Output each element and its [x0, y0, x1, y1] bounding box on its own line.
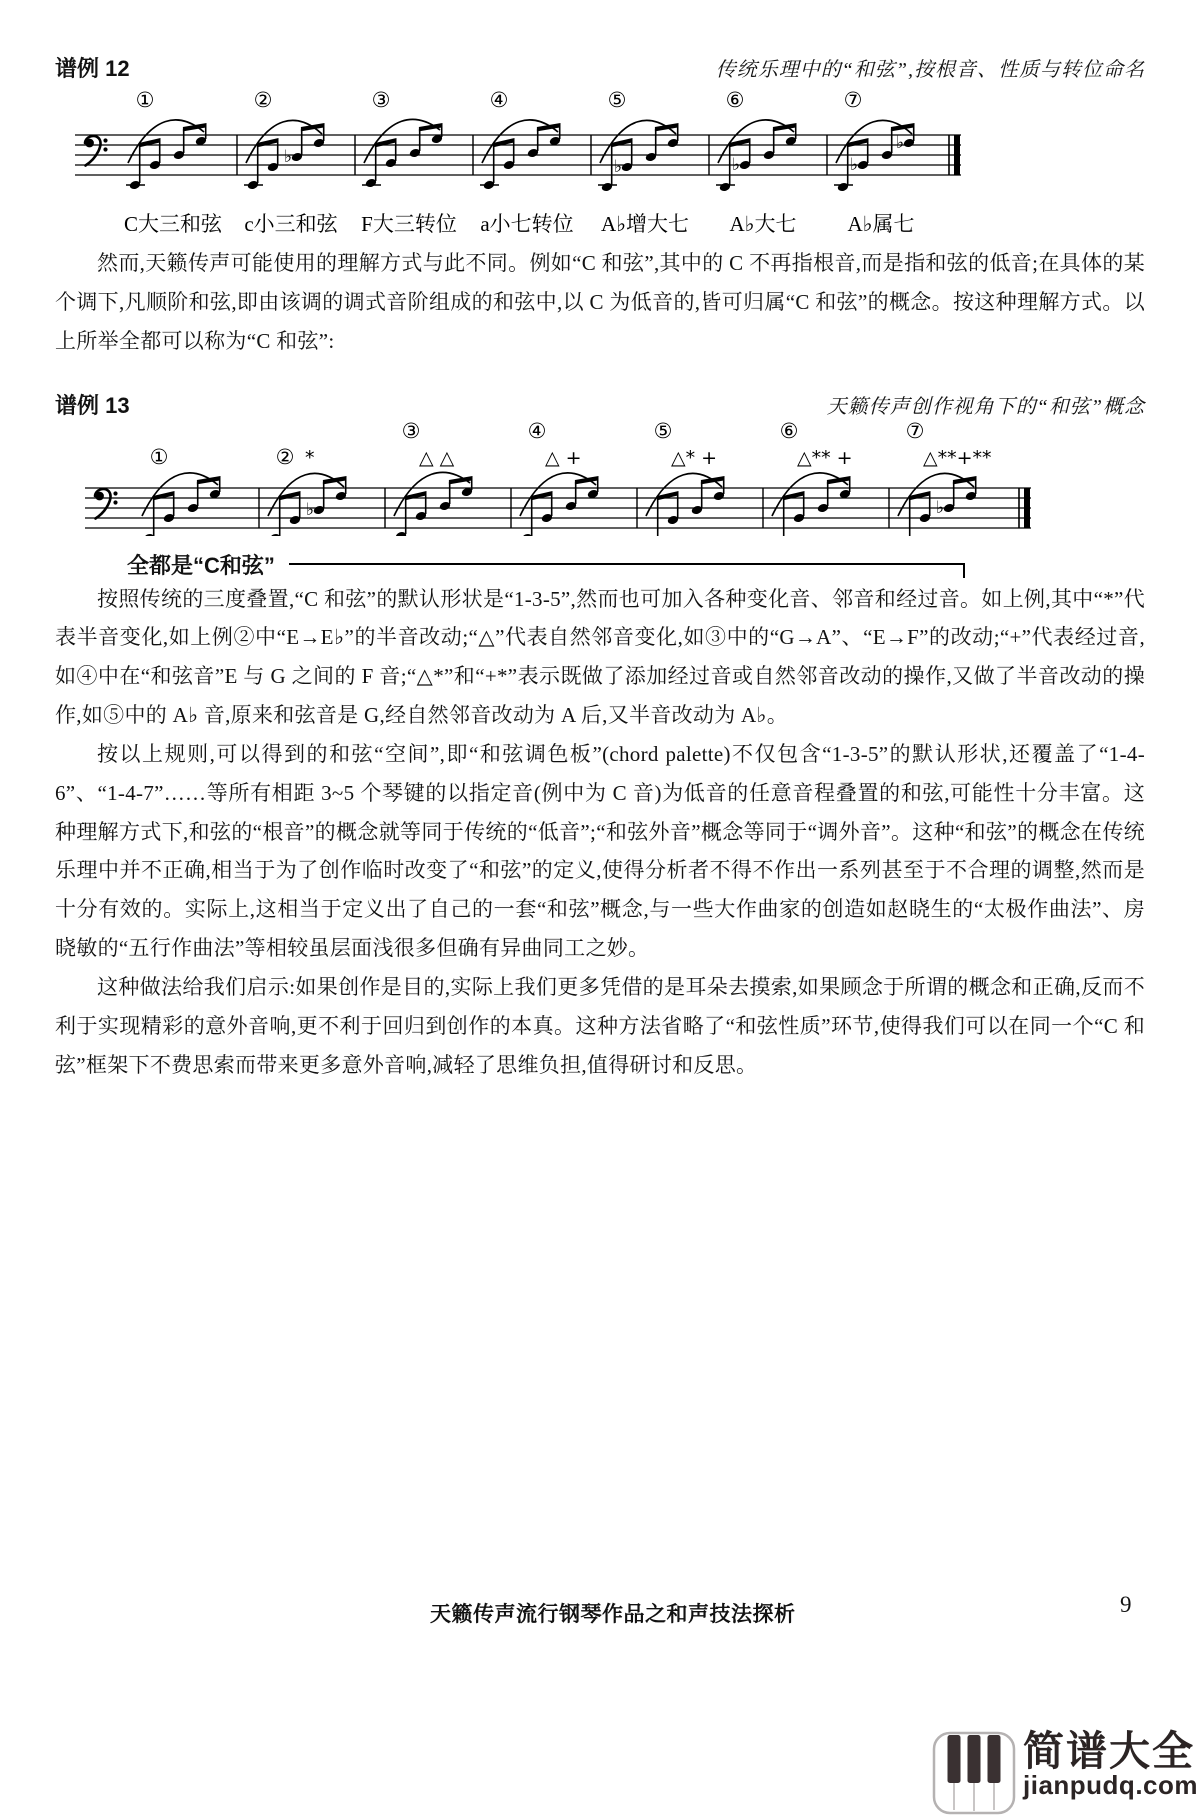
beam: [323, 476, 347, 484]
measure: [896, 422, 992, 536]
measure-number: ①: [135, 88, 155, 112]
example12-staff: [75, 87, 1145, 244]
measure-number: ⑥: [725, 88, 745, 112]
beam: [891, 123, 915, 131]
measure-number: ①: [149, 444, 169, 469]
measure: [518, 422, 637, 536]
measure: [834, 88, 915, 236]
measure-number: ⑥: [779, 421, 799, 443]
measure-symbols: △** +: [797, 446, 853, 469]
measure-symbols: △* +: [671, 446, 718, 469]
watermark-title: 简谱大全: [1023, 1728, 1195, 1774]
measure-number: ⑤: [607, 88, 627, 112]
flat-sign: ♭: [936, 497, 945, 518]
measure-symbols: *: [305, 446, 315, 469]
paragraph-4: 这种做法给我们启示:如果创作是目的,实际上我们更多凭借的是耳朵去摸索,如果顾念于所谓的概念和正确,反而不利于实现精彩的意外音响,更不利于回归到创作的本真。这种方法省略了“和弦性质”环节,使得我们可以在同一个“C 和弦”框架下不费思索而带来更多意外音响,减轻了思维负担,值得研讨和反思。: [55, 974, 1145, 1077]
paragraph-2: 按照传统的三度叠置,“C 和弦”的默认形状是“1-3-5”,然而也可加入各种变化音、邻音和经过音。如上例,其中“*”代表半音变化,如上例②中“E→E♭”的半音改动;“△”代表自然邻音变化,如③中的“G→A”、“E→F”的改动;“+”代表经过音,如④中在“和弦音”E 与 G 之间的 F 音;“△*”和“+*”表示既做了添加经过音或自然邻音改动的操作,又做了半音改动的操作,如⑤中的 A♭ 音,原来和弦音是 G,经自然邻音改动为 A 后,又半音改动为 A♭。: [55, 586, 1145, 728]
watermark-piano-icon: [932, 1731, 1016, 1815]
example12-heading: 谱例 12: [55, 56, 130, 81]
all-c-chord-row: [127, 549, 965, 580]
measure: [140, 445, 259, 536]
analysis-bracket-line: [289, 563, 965, 578]
measure: [266, 445, 385, 536]
flat-sign: ♭: [306, 499, 315, 520]
chord-label: C大三和弦: [123, 212, 223, 236]
measure-number: ④: [527, 421, 547, 443]
flat-sign: ♭: [896, 133, 905, 153]
beam: [301, 123, 325, 131]
measure: [644, 422, 763, 536]
measure-number: ⑦: [905, 421, 925, 443]
bass-clef-icon: [85, 136, 108, 166]
example13-caption: 天籁传声创作视角下的“和弦”概念: [826, 395, 1145, 418]
measure: [361, 88, 473, 236]
watermark-text: [1023, 1728, 1198, 1800]
black-key: [968, 1735, 981, 1783]
chord-label: a小七转位: [480, 212, 574, 236]
measure-symbols: △ △: [419, 446, 455, 469]
flat-sign: ♭: [732, 155, 741, 175]
content-column: [55, 52, 1145, 1085]
measure: [480, 88, 591, 236]
beam: [655, 123, 679, 131]
watermark: [932, 1728, 1198, 1815]
example12-header: [55, 52, 1145, 83]
flat-sign: ♭: [614, 157, 623, 177]
measure-number: ⑤: [653, 421, 673, 443]
watermark-domain: jianpudq.com: [1023, 1770, 1198, 1800]
measure: [770, 422, 889, 536]
example12-staff-svg: [75, 87, 965, 239]
example13-staff: [85, 422, 1145, 541]
measure: [716, 88, 827, 236]
bass-clef-icon: [95, 489, 118, 519]
measure-symbols: △ +: [545, 446, 582, 469]
measure: [244, 88, 355, 236]
measure-number: ④: [489, 88, 509, 112]
chord-label: A♭大七: [729, 212, 797, 236]
all-c-chord-label: 全都是“C和弦”: [127, 552, 275, 578]
chord-label: A♭增大七: [600, 212, 690, 236]
measure: [124, 88, 237, 236]
example13-header: [55, 389, 1145, 420]
page-number: 9: [1120, 1592, 1132, 1617]
example13-staff-svg: [85, 422, 1035, 536]
paragraph-3: 按以上规则,可以得到的和弦“空间”,即“和弦调色板”(chord palette)不仅包含“1-3-5”的默认形状,还覆盖了“1-4-6”、“1-4-7”……等所有相距 3~5 个琴键的以指定音(例中为 C 音)为低音的任意音程叠置的和弦,可能性十分丰富。这种理解方式下,和弦的“根音”的概念就等同于传统的“低音”;“和弦外音”概念等同于“调外音”。这种“和弦”的概念在传统乐理中并不正确,相当于为了创作临时改变了“和弦”的定义,使得分析者不得不作出一系列甚至于不合理的调整,然而是十分有效的。实际上,这相当于定义出了自己的一套“和弦”概念,与一些大作曲家的创造如赵晓生的“太极作曲法”、房晓敏的“五行作曲法”等相较虽层面浅很多但确有异曲同工之妙。: [55, 741, 1145, 961]
measure-number: ③: [401, 421, 421, 443]
measure-number: ②: [275, 444, 295, 469]
chord-label: F大三转位: [361, 212, 457, 236]
measure-number: ②: [253, 88, 273, 112]
beam: [953, 476, 977, 484]
flat-sign: ♭: [284, 147, 293, 167]
measure: [598, 88, 709, 236]
black-key: [988, 1735, 1001, 1783]
example12-caption: 传统乐理中的“和弦”,按根音、性质与转位命名: [715, 59, 1145, 81]
measure-number: ③: [371, 88, 391, 112]
paragraph-1: 然而,天籁传声可能使用的理解方式与此不同。例如“C 和弦”,其中的 C 不再指根音,而是指和弦的低音;在具体的某个调下,凡顺阶和弦,即由该调的调式音阶组成的和弦中,以 C 为低音的,皆可归属“C 和弦”的概念。按这种理解方式。以上所举全都可以称为“C 和弦”:: [55, 251, 1145, 353]
example13-heading: 谱例 13: [55, 392, 130, 418]
black-key: [948, 1735, 961, 1783]
chord-label: c小三和弦: [244, 212, 338, 236]
final-barline-thick: [954, 135, 960, 175]
footer-title: 天籁传声流行钢琴作品之和声技法探析: [430, 1603, 796, 1626]
chord-label: A♭属七: [847, 212, 915, 236]
measure-symbols: △**+**: [923, 446, 992, 469]
beam: [701, 476, 725, 484]
flat-sign: ♭: [850, 155, 859, 175]
measure-number: ⑦: [843, 88, 863, 112]
final-barline-thick: [1024, 488, 1030, 528]
measure: [392, 422, 511, 536]
